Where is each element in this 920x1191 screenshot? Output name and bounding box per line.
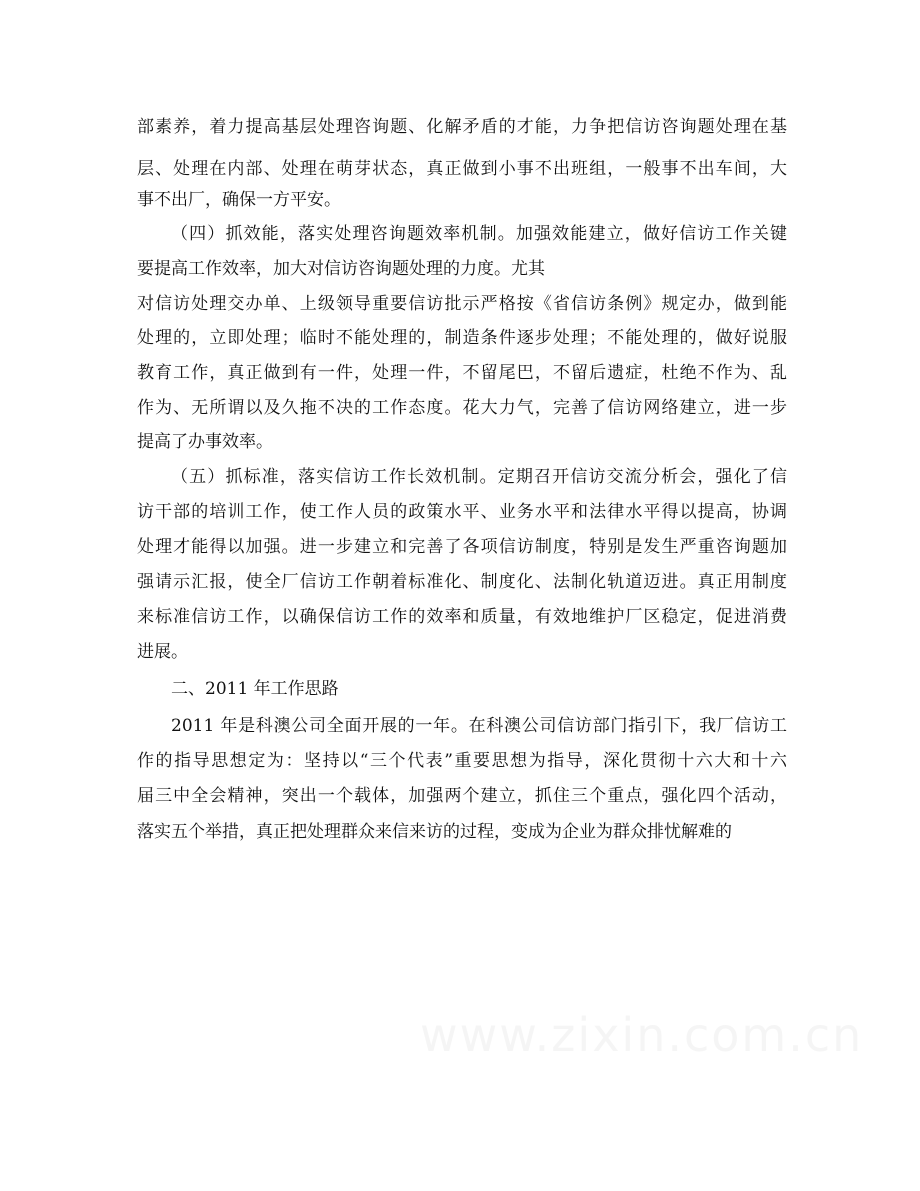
text-line: 事不出厂，确保一方平安。	[137, 190, 341, 210]
text-line: 处理才能得以加强。进一步建立和完善了各项信访制度，特别是发生严重咨询题加	[137, 537, 787, 557]
text-line: 访干部的培训工作，使工作人员的政策水平、业务水平和法律水平得以提高，协调	[137, 502, 787, 522]
text-line: 强请示汇报，使全厂信访工作朝着标准化、制度化、法制化轨道迈进。真正用制度	[137, 572, 787, 592]
text-line: 进展。	[137, 642, 188, 662]
text-line: 作为、无所谓以及久拖不决的工作态度。花大力气，完善了信访网络建立，进一步	[137, 398, 787, 418]
text-line: 落实五个举措，真正把处理群众来信来访的过程，变成为企业为群众排忧解难的	[137, 822, 732, 842]
text-line: 要提高工作效率，加大对信访咨询题处理的力度。尤其	[137, 259, 545, 279]
text-line: 对信访处理交办单、上级领导重要信访批示严格按《省信访条例》规定办，做到能	[137, 294, 787, 314]
text-line: 作的指导思想定为：坚持以“三个代表”重要思想为指导，深化贯彻十六大和十六	[137, 751, 787, 771]
text-line: 层、处理在内部、处理在萌芽状态，真正做到小事不出班组，一般事不出车间，大	[137, 159, 787, 179]
text-line: 教育工作，真正做到有一件，处理一件，不留尾巴，不留后遗症，杜绝不作为、乱	[137, 363, 787, 383]
text-line: 来标准信访工作，以确保信访工作的效率和质量，有效地维护厂区稳定，促进消费	[137, 607, 787, 627]
text-line: 提高了办事效率。	[137, 432, 273, 452]
section-heading: 二、2011 年工作思路	[171, 679, 339, 699]
text-line: 处理的，立即处理；临时不能处理的，制造条件逐步处理；不能处理的，做好说服	[137, 328, 787, 348]
watermark: www.zixin.com.cn	[420, 1008, 864, 1062]
text-line: 届三中全会精神，突出一个载体，加强两个建立，抓住三个重点，强化四个活动，	[137, 786, 787, 806]
text-line: 部素养，着力提高基层处理咨询题、化解矛盾的才能，力争把信访咨询题处理在基	[137, 117, 787, 137]
paragraph-heading-five: （五）抓标准，落实信访工作长效机制。定期召开信访交流分析会，强化了信	[171, 467, 787, 487]
text-line: 2011 年是科澳公司全面开展的一年。在科澳公司信访部门指引下，我厂信访工	[171, 716, 787, 736]
paragraph-heading-four: （四）抓效能，落实处理咨询题效率机制。加强效能建立，做好信访工作关键	[171, 224, 787, 244]
